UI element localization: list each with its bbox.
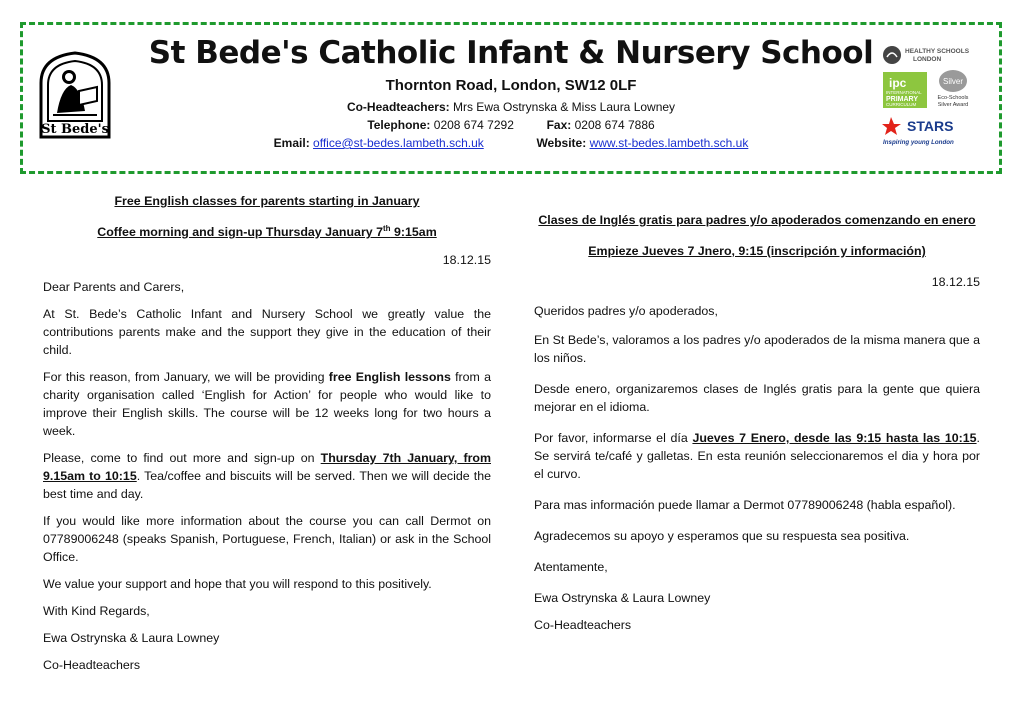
email-website-line [23,136,999,150]
email-link[interactable]: office@st-bedes.lambeth.sch.uk [313,136,484,150]
spanish-closing: Atentamente, [534,560,608,574]
svg-text:HEALTHY SCHOOLS: HEALTHY SCHOOLS [905,48,970,55]
telephone-label: Telephone: [367,118,431,132]
spanish-para-3: Por favor, informarse el día Jueves 7 Enero, desde las 9:15 hasta las 10:15. Se servirá te/café y galletas. En esta reunión seleccionaremos el dia y hora por el curvo. [534,431,980,481]
fax-label: Fax: [546,118,572,132]
english-letter [43,192,491,674]
spanish-greeting: Queridos padres y/o apoderados, [534,304,718,318]
english-para-5: We value your support and hope that you will respond to this positively. [43,577,432,592]
phone-fax-line [23,118,999,132]
svg-text:Silver: Silver [942,77,964,86]
healthy-schools-badge [883,46,970,64]
svg-text:PRIMARY: PRIMARY [886,96,919,103]
school-address: Thornton Road, London, SW12 0LF [385,77,637,94]
spanish-para-1: En St Bede’s, valoramos a los padres y/o apoderados de la misma manera que a los niños. [534,333,980,365]
ipc-badge [883,72,927,108]
english-closing: With Kind Regards, [43,604,150,619]
english-para-4: If you would like more information about the course you can call Dermot on 07789006248 (speaks Spanish, Portuguese, French, Italian) or ask in the School Office. [43,514,491,565]
english-signature-title: Co-Headteachers [43,658,141,673]
spanish-heading: Clases de Inglés gratis para padres y/o apoderados comenzando en enero [538,213,976,227]
svg-text:LONDON: LONDON [913,56,942,63]
fax-value: 0208 674 7886 [574,118,655,132]
spanish-letter [534,211,980,634]
svg-text:ipc: ipc [889,76,907,90]
english-para-1: At St. Bede’s Catholic Infant and Nursery School we greatly value the contributions parents make and the support they give in the education of their child. [43,307,491,358]
spanish-subheading: Empieze Jueves 7 Jnero, 9:15 (inscripción y información) [588,244,926,258]
website-link[interactable]: www.st-bedes.lambeth.sch.uk [589,136,749,150]
svg-text:INTERNATIONAL: INTERNATIONAL [886,90,922,95]
spanish-para-5: Agradecemos su apoyo y esperamos que su respuesta sea positiva. [534,529,910,543]
spanish-signature: Ewa Ostrynska & Laura Lowney [534,591,711,605]
english-date: 18.12.15 [442,253,491,268]
svg-text:Silver Award: Silver Award [937,102,969,108]
spanish-signature-title: Co-Headteachers [534,618,632,632]
english-signature: Ewa Ostrynska & Laura Lowney [43,631,220,646]
svg-text:CURRICULUM: CURRICULUM [886,102,917,107]
spanish-date: 18.12.15 [931,275,980,289]
svg-text:Eco-Schools: Eco-Schools [937,95,969,101]
svg-text:STARS: STARS [907,118,954,134]
coheads-label: Co-Headteachers: [346,100,450,114]
spanish-para-4: Para mas información puede llamar a Dermot 07789006248 (habla español). [534,498,956,512]
school-name: St Bede's Catholic Infant & Nursery School [148,35,874,71]
english-heading: Free English classes for parents starting in January [114,194,420,208]
logo-lettering: St Bede's [41,122,109,137]
spanish-para-2: Desde enero, organizaremos clases de Inglés gratis para la gente que quiera mejorar en el idioma. [534,382,980,414]
coheads-value: Mrs Ewa Ostrynska & Miss Laura Lowney [452,100,676,114]
stars-badge [882,117,954,146]
coheads-line [23,100,999,114]
letterhead [20,22,1002,174]
svg-text:Inspiring young London: Inspiring young London [883,139,954,146]
english-subheading: Coffee morning and sign-up Thursday January 7th 9:15am [97,224,437,240]
english-para-2: For this reason, from January, we will be providing free English lessons from a charity organisation called ‘English for Action’ for people who would like to improve their English skills. The course will be 12 weeks long for two hours a week. [43,370,491,439]
english-para-3: Please, come to find out more and sign-up on Thursday 7th January, from 9.15am to 10:15. Tea/coffee and biscuits will be served. Then we will decide the best time and day. [43,451,491,502]
website-label: Website: [536,136,587,150]
email-label: Email: [273,136,310,150]
eco-schools-badge [938,70,969,108]
english-greeting: Dear Parents and Carers, [43,280,185,295]
telephone-value: 0208 674 7292 [433,118,514,132]
accreditation-badges [881,45,981,157]
